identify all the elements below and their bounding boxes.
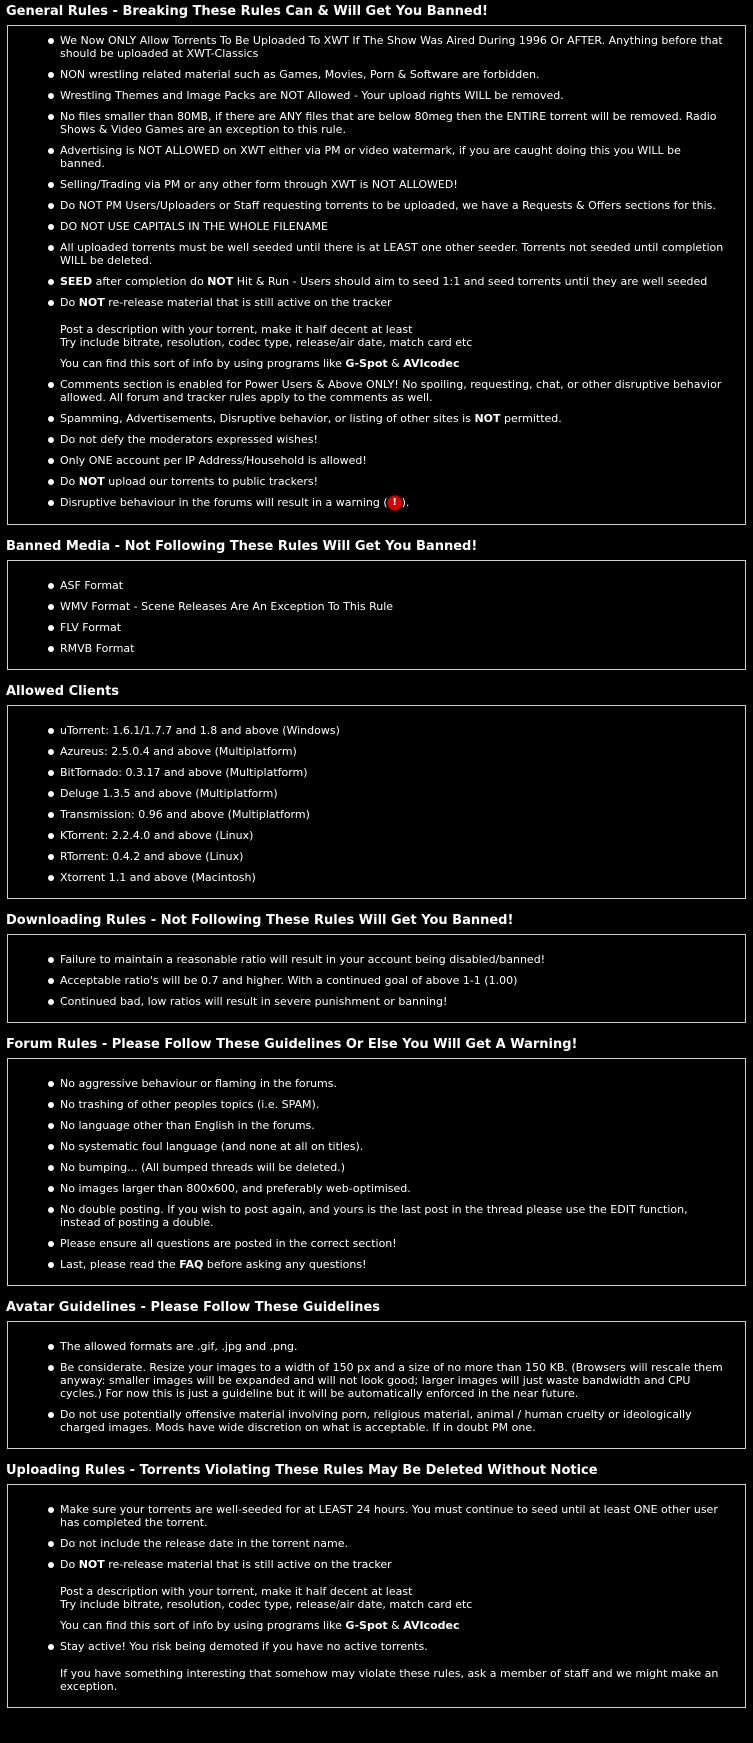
list-item: We Now ONLY Allow Torrents To Be Uploaded To XWT If The Show Was Aired During 1996 Or AFTER. Anything before that should be uploaded at XWT-Classics [60,34,735,60]
text: before asking any questions! [203,1258,367,1271]
list-item-spam [60,412,735,425]
list-item: Stay active! You risk being demoted if you have no active torrents. [60,1640,735,1653]
text: after completion do [92,275,208,288]
list-item: No files smaller than 80MB, if there are ANY files that are below 80meg then the ENTIRE torrent will be removed. Radio Shows & Video Games are an exception to this rule. [60,110,735,136]
allowed-clients-list [18,724,735,884]
list-item: FLV Format [60,621,735,634]
list-item: Do not defy the moderators expressed wishes! [60,433,735,446]
list-item: Xtorrent 1.1 and above (Macintosh) [60,871,735,884]
text: permitted. [500,412,562,425]
list-item: Continued bad, low ratios will result in severe punishment or banning! [60,995,735,1008]
general-rules-list [18,34,735,510]
list-item: Do not use potentially offensive material involving porn, religious material, animal / human cruelty or ideologically charged images. Mods have wide discretion on what is acceptable. If in doubt PM one. [60,1408,735,1434]
list-item: Transmission: 0.96 and above (Multiplatform) [60,808,735,821]
list-item: Advertising is NOT ALLOWED on XWT either via PM or video watermark, if you are caught doing this you WILL be banned. [60,144,735,170]
list-item: RMVB Format [60,642,735,655]
text: re-release material that is still active on the tracker [104,1558,392,1571]
uploading-rules-box [7,1484,746,1708]
text: re-release material that is still active on the tracker [104,296,392,309]
text: Last, please read the [60,1258,180,1271]
text: Do [60,475,79,488]
emphasis: NOT [78,1558,105,1571]
section-title-avatar-guidelines: Avatar Guidelines - Please Follow These Guidelines [6,1300,381,1315]
general-rules-box [7,25,746,525]
list-item: No language other than English in the forums. [60,1119,735,1132]
list-item: No trashing of other peoples topics (i.e. SPAM). [60,1098,735,1111]
text: Hit & Run - Users should aim to seed 1:1 and seed torrents until they are well seeded [233,275,708,288]
list-item: ASF Format [60,579,735,592]
emphasis: NOT [78,475,105,488]
list-item: Please ensure all questions are posted in the correct section! [60,1237,735,1250]
list-item: Do not include the release date in the torrent name. [60,1537,735,1550]
text: ). [401,496,410,509]
text: Post a description with your torrent, make it half decent at least [60,1585,413,1598]
avicodec-label: AVIcodec [403,357,460,370]
description-note [60,1585,735,1611]
list-item: No aggressive behaviour or flaming in the forums. [60,1077,735,1090]
avicodec-label: AVIcodec [403,1619,460,1632]
list-item: No systematic foul language (and none at all on titles). [60,1140,735,1153]
list-item: Be considerate. Resize your images to a width of 150 px and a size of no more than 150 KB. (Browsers will rescale them anyway: smaller images will be expanded and will not look good; larger images will just waste bandwidth and CPU cycles.) For now this is just a guideline but it will be automatically enforced in the near future. [60,1361,735,1400]
list-item: KTorrent: 2.2.4.0 and above (Linux) [60,829,735,842]
banned-media-list [18,579,735,655]
banned-media-box [7,560,746,670]
list-item: The allowed formats are .gif, .jpg and .png. [60,1340,735,1353]
list-item: Selling/Trading via PM or any other form through XWT is NOT ALLOWED! [60,178,735,191]
emphasis: NOT [78,296,105,309]
text: & [387,1619,404,1632]
list-item: Deluge 1.3.5 and above (Multiplatform) [60,787,735,800]
text: upload our torrents to public trackers! [104,475,319,488]
section-title-general: General Rules - Breaking These Rules Can & Will Get You Banned! [6,4,488,19]
list-item: Acceptable ratio's will be 0.7 and higher. With a continued goal of above 1-1 (1.00) [60,974,735,987]
forum-rules-list [18,1077,735,1271]
text: Try include bitrate, resolution, codec type, release/air date, match card etc [60,1598,473,1611]
section-title-forum-rules: Forum Rules - Please Follow These Guidelines Or Else You Will Get A Warning! [6,1037,578,1052]
list-item: No images larger than 800x600, and preferably web-optimised. [60,1182,735,1195]
text: Try include bitrate, resolution, codec type, release/air date, match card etc [60,336,473,349]
exception-note: If you have something interesting that somehow may violate these rules, ask a member of staff and we might make an exception. [60,1667,719,1693]
list-item-public [60,475,735,488]
text: Do [60,296,79,309]
section-title-uploading-rules: Uploading Rules - Torrents Violating These Rules May Be Deleted Without Notice [6,1463,598,1478]
section-title-allowed-clients: Allowed Clients [6,684,120,699]
emphasis: NOT [207,275,234,288]
avatar-guidelines-list [18,1340,735,1434]
gspot-label: G-Spot [345,357,388,370]
gspot-label: G-Spot [345,1619,388,1632]
list-item-seed [60,275,735,288]
text: Post a description with your torrent, make it half decent at least [60,323,413,336]
allowed-clients-box [7,705,746,899]
list-item: Make sure your torrents are well-seeded for at LEAST 24 hours. You must continue to seed until at least ONE other user has completed the torrent. [60,1503,735,1529]
emphasis: SEED [60,275,93,288]
list-item: uTorrent: 1.6.1/1.7.7 and 1.8 and above (Windows) [60,724,735,737]
downloading-rules-box [7,934,746,1023]
warning-icon: ! [388,496,402,510]
uploading-rules-list [18,1503,735,1693]
text: Do [60,1558,79,1571]
text: Spamming, Advertisements, Disruptive behavior, or listing of other sites is [60,412,475,425]
list-item: Wrestling Themes and Image Packs are NOT Allowed - Your upload rights WILL be removed. [60,89,735,102]
list-item-faq [60,1258,735,1271]
text: & [387,357,404,370]
section-title-banned-media: Banned Media - Not Following These Rules Will Get You Banned! [6,539,478,554]
text: You can find this sort of info by using programs like [60,357,346,370]
list-item: WMV Format - Scene Releases Are An Exception To This Rule [60,600,735,613]
section-title-downloading-rules: Downloading Rules - Not Following These Rules Will Get You Banned! [6,913,514,928]
list-item: Azureus: 2.5.0.4 and above (Multiplatform) [60,745,735,758]
description-note [60,323,735,349]
list-item-disruptive [60,496,735,510]
list-item: Only ONE account per IP Address/Household is allowed! [60,454,735,467]
faq-link[interactable]: FAQ [179,1258,204,1271]
list-item: NON wrestling related material such as Games, Movies, Porn & Software are forbidden. [60,68,735,81]
list-item-rerelease [60,1558,735,1571]
list-item: Do NOT PM Users/Uploaders or Staff requesting torrents to be uploaded, we have a Requests & Offers sections for this. [60,199,735,212]
list-item-rerelease [60,296,735,309]
list-item: No double posting. If you wish to post again, and yours is the last post in the thread please use the EDIT function, instead of posting a double. [60,1203,735,1229]
list-item: All uploaded torrents must be well seeded until there is at LEAST one other seeder. Torrents not seeded until completion WILL be deleted. [60,241,735,267]
avatar-guidelines-box [7,1321,746,1449]
info-note [60,357,735,370]
list-item: DO NOT USE CAPITALS IN THE WHOLE FILENAME [60,220,735,233]
list-item: BitTornado: 0.3.17 and above (Multiplatform) [60,766,735,779]
list-item: RTorrent: 0.4.2 and above (Linux) [60,850,735,863]
list-item: Comments section is enabled for Power Users & Above ONLY! No spoiling, requesting, chat, or other disruptive behavior allowed. All forum and tracker rules apply to the comments as well. [60,378,735,404]
text: You can find this sort of info by using programs like [60,1619,346,1632]
downloading-rules-list [18,953,735,1008]
list-item: No bumping... (All bumped threads will be deleted.) [60,1161,735,1174]
info-note [60,1619,735,1632]
forum-rules-box [7,1058,746,1286]
emphasis: NOT [474,412,501,425]
text: Disruptive behaviour in the forums will result in a warning ( [60,496,388,509]
list-item: Failure to maintain a reasonable ratio will result in your account being disabled/banned! [60,953,735,966]
